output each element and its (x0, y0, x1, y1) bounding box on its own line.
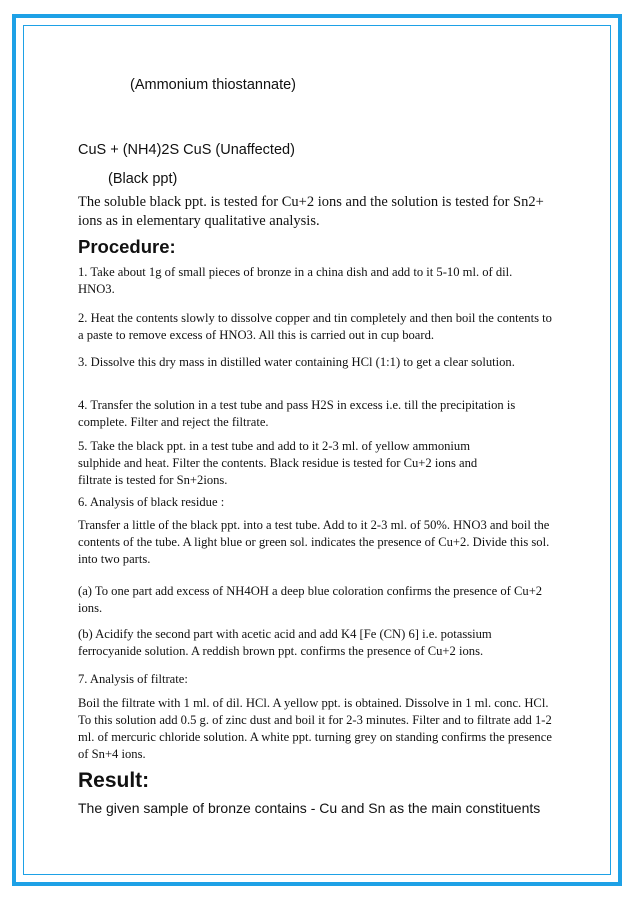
reaction-ppt: (Black ppt) (108, 171, 178, 187)
black-residue-analysis: Transfer a little of the black ppt. into a test tube. Add to it 2-3 ml. of 50%. HNO3 and boil the contents of the tube. A light blue or green sol. indicates the presence of Cu+2. Divide this sol. into two parts. (78, 518, 550, 566)
step-3: 3. Dissolve this dry mass in distilled water containing HCl (1:1) to get a clear solution. (78, 355, 515, 369)
result-heading: Result: (78, 769, 150, 792)
step-4: 4. Transfer the solution in a test tube and pass H2S in excess i.e. till the precipitation is complete. Filter and reject the filtrate. (78, 398, 516, 429)
step-2: 2. Heat the contents slowly to dissolve copper and tin completely and then boil the contents to a paste to remove excess of HNO3. All this is carried out in cup board. (78, 311, 552, 342)
reaction-reagent: (Ammonium thiostannate) (130, 77, 297, 93)
step-7-heading: 7. Analysis of filtrate: (78, 672, 188, 686)
step-1: 1. Take about 1g of small pieces of bronze in a china dish and add to it 5-10 ml. of dil. HNO3. (78, 265, 513, 296)
step-5: 5. Take the black ppt. in a test tube and add to it 2-3 ml. of yellow ammonium sulphide and heat. Filter the contents. Black residue is tested for Cu+2 ions and filtrate is tested for Sn+2ions. (78, 439, 478, 487)
step-6-heading: 6. Analysis of black residue : (78, 495, 225, 509)
part-a: (a) To one part add excess of NH4OH a deep blue coloration confirms the presence of Cu+2 ions. (78, 584, 543, 615)
part-b: (b) Acidify the second part with acetic acid and add K4 [Fe (CN) 6] i.e. potassium ferrocyanide solution. A reddish brown ppt. confirms the presence of Cu+2 ions. (78, 627, 492, 658)
filtrate-analysis: Boil the filtrate with 1 ml. of dil. HCl. A yellow ppt. is obtained. Dissolve in 1 ml. conc. HCl. To this solution add 0.5 g. of zinc dust and boil it for 2-3 minutes. Filter and to filtrate add 1-2 ml. of mercuric chloride solution. A white ppt. turning grey on standing confirms the presence of Sn+4 ions. (78, 696, 552, 761)
procedure-heading: Procedure: (78, 236, 176, 257)
intro-paragraph: The soluble black ppt. is tested for Cu+2 ions and the solution is tested for Sn2+ ions as in elementary qualitative analysis. (78, 194, 544, 229)
reaction-line: CuS + (NH4)2S CuS (Unaffected) (78, 142, 295, 158)
result-text: The given sample of bronze contains - Cu and Sn as the main constituents (78, 800, 541, 816)
